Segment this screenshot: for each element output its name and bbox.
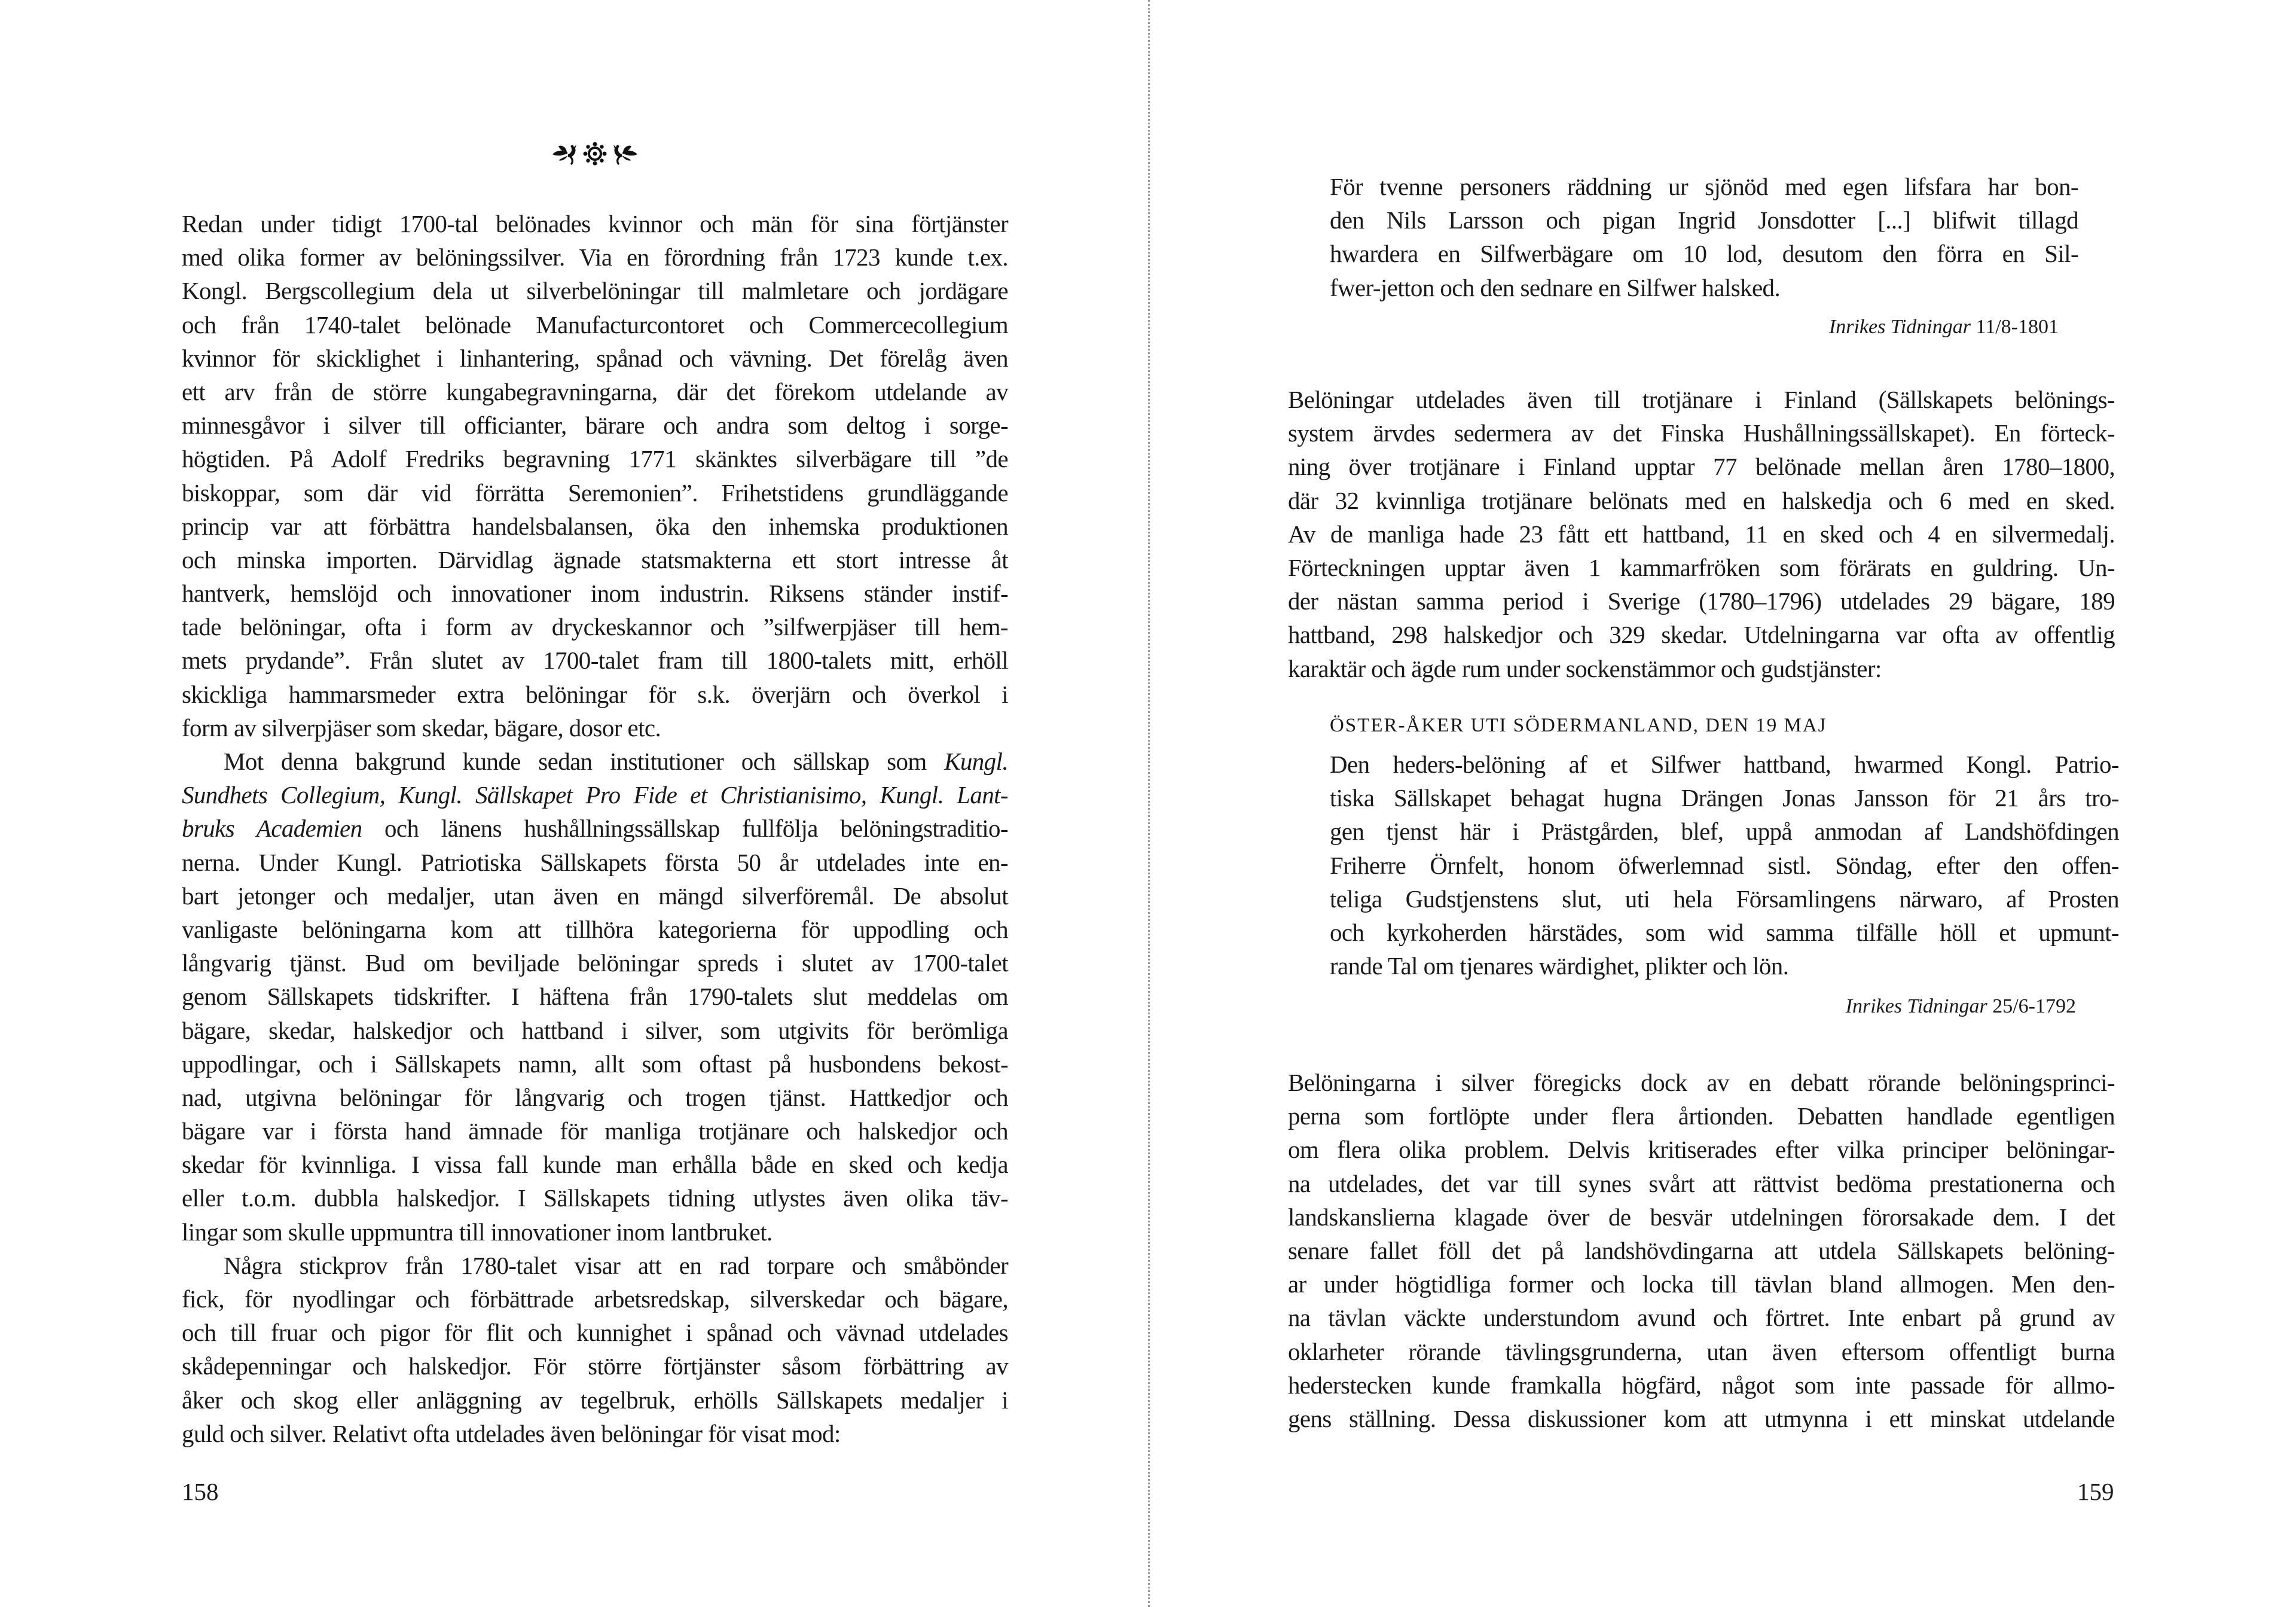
text-line: tiska Sällskapet behagat hugna Drängen Jonas Jansson för 21 års tro-: [1330, 784, 2119, 812]
text-line: gen tjenst här i Prästgården, blef, uppå anmodan af Landshöfdingen: [1330, 818, 2119, 846]
text-line: na utdelades, det var till synes svårt att rättvist bedöma prestationerna och: [1288, 1169, 2115, 1197]
text-line: nerna. Under Kungl. Patriotiska Sällskapets första 50 år utdelades inte en-: [182, 848, 1008, 876]
text-line: oklarheter rörande tävlingsgrunderna, utan även eftersom offentligt burna: [1288, 1337, 2115, 1365]
paragraph-institutions: [182, 745, 1008, 1249]
text-line: långvarig tjänst. Bud om beviljade belöningar spreds i slutet av 1700-talet: [182, 949, 1008, 977]
text-line: landskanslierna klagade över de besvär utdelningen förorsakade dem. I det: [1288, 1203, 2115, 1231]
text-line: tade belöningar, ofta i form av dryckeskannor och ”silfwerpjäser till hem-: [182, 613, 1008, 641]
text-line: den Nils Larsson och pigan Ingrid Jonsdotter [...] blifwit tillagd: [1330, 206, 2078, 234]
italic-title: Kungl.: [944, 748, 1008, 775]
citation-source: Inrikes Tidningar: [1845, 995, 1987, 1017]
text-line: der nästan samma period i Sverige (1780–1796) utdelades 29 bägare, 189: [1288, 587, 2115, 615]
text-line: hantverk, hemslöjd och innovationer inom industrin. Riksens ständer instif-: [182, 580, 1008, 608]
text-line: högtiden. På Adolf Fredriks begravning 1771 skänktes silverbägare till ”de: [182, 445, 1008, 473]
paragraph-finland: [1288, 383, 2115, 685]
italic-title: bruks Academien: [182, 815, 362, 843]
text-line: teliga Gudstjenstens slut, uti hela Församlingens närwaro, af Prosten: [1330, 885, 2119, 913]
text-line: guld och silver. Relativt ofta utdelades även belöningar för visat mod:: [182, 1419, 841, 1447]
citation-quote-rescue: [1829, 316, 2059, 339]
text-line: bart jetonger och medaljer, utan även en mängd silverföremål. De absolut: [182, 882, 1008, 910]
text-line: skedar för kvinnliga. I vissa fall kunde man erhålla både en sked och kedja: [182, 1151, 1008, 1179]
text-line: [182, 745, 1008, 778]
text-line: Friherre Örnfelt, honom öfwerlemnad sistl. Söndag, efter den offen-: [1330, 851, 2119, 879]
text-line: om flera olika problem. Delvis kritiserades efter vilka principer belöningar-: [1288, 1136, 2115, 1164]
text-line: genom Sällskapets tidskrifter. I häftena från 1790-talets slut meddelas om: [182, 983, 1008, 1011]
text-line: och till fruar och pigor för flit och kunnighet i spånad och vävnad utdelades: [182, 1319, 1008, 1347]
text-line: ar under högtidliga former och locka till tävlan bland allmogen. Men den-: [1288, 1270, 2115, 1298]
page-number-right: 159: [2077, 1478, 2114, 1505]
text-line: och kyrkoherden härstädes, som wid samma tilfälle höll et upmunt-: [1330, 918, 2119, 946]
text-line: perna som fortlöpte under flera årtionden. Debatten handlade egentligen: [1288, 1102, 2115, 1130]
text-line: uppodlingar, och i Sällskapets namn, allt som oftast på husbondens bekost-: [182, 1050, 1008, 1078]
floral-fleuron-icon: [550, 140, 640, 166]
text-line: Redan under tidigt 1700-tal belönades kvinnor och män för sina förtjänster: [182, 210, 1008, 237]
text-line: biskoppar, som där vid förrätta Seremonien”. Frihetstidens grundläggande: [182, 478, 1008, 507]
text-line: lingar som skulle uppmuntra till innovationer inom lantbruket.: [182, 1218, 773, 1246]
text-line: eller t.o.m. dubbla halskedjor. I Sällskapets tidning utlystes även olika täv-: [182, 1184, 1008, 1212]
citation-date: 11/8-1801: [1976, 316, 2059, 338]
page-gutter-divider: [1148, 0, 1150, 1607]
text-line: där 32 kvinnliga trotjänare belönats med en halskedja och 6 med en sked.: [1288, 486, 2115, 514]
italic-title: Sundhets Collegium, Kungl. Sällskapet Pro Fide et Christianisimo, Kungl. Lant-: [182, 781, 1008, 809]
text-line: [182, 812, 1008, 845]
text-line: [182, 778, 1008, 812]
text-line: och från 1740-talet belönade Manufacturcontoret och Commercecollegium: [182, 310, 1008, 339]
text-line: Belöningar utdelades även till trotjänare i Finland (Sällskapets belönings-: [1288, 386, 2115, 413]
text-line: Av de manliga hade 23 fått ett hattband, 11 en sked och 4 en silvermedalj.: [1288, 520, 2115, 548]
text-line: Förteckningen upptar även 1 kammarfröken som förärats en guldring. Un-: [1288, 553, 2115, 581]
text-line: vanligaste belöningarna kom att tillhöra kategorierna för uppodling och: [182, 915, 1008, 943]
text-line: För tvenne personers räddning ur sjönöd med egen lifsfara har bon-: [1330, 173, 2078, 200]
text-line: Kongl. Bergscollegium dela ut silverbelöningar till malmletare och jordägare: [182, 277, 1008, 305]
text-line: Belöningarna i silver föregicks dock av en debatt rörande belöningsprinci-: [1288, 1069, 2115, 1096]
text-run: Mot denna bakgrund kunde sedan institutioner och sällskap som: [224, 748, 945, 775]
text-line: nad, utgivna belöningar för långvarig och trogen tjänst. Hattkedjor och: [182, 1083, 1008, 1111]
text-line: senare fallet föll det på landshövdingarna att utdela Sällskapets belöning-: [1288, 1236, 2115, 1264]
text-line: mets prydande”. Från slutet av 1700-talet fram till 1800-talets mitt, erhöll: [182, 647, 1008, 675]
paragraph-samples: [182, 1249, 1008, 1450]
paragraph-intro: [182, 207, 1008, 745]
text-line: och minska importen. Därvidlag ägnade statsmakterna ett stort intresse åt: [182, 545, 1008, 574]
text-line: gens ställning. Dessa diskussioner kom att utmynna i ett minskat utdelande: [1288, 1404, 2115, 1432]
text-line: hattband, 298 halskedjor och 329 skedar. Utdelningarna var ofta av offentlig: [1288, 621, 2115, 649]
block-quote-hattband: [1330, 748, 2119, 983]
citation-source: Inrikes Tidningar: [1828, 316, 1971, 338]
text-line: bägare, skedar, halskedjor och hattband i silver, som utgivits för berömliga: [182, 1016, 1008, 1044]
left-page-body: [182, 207, 1008, 1450]
text-line: med olika former av belöningssilver. Via en förordning från 1723 kunde t.ex.: [182, 243, 1008, 272]
text-line: Den heders-belöning af et Silfwer hattband, hwarmed Kongl. Patrio-: [1330, 751, 2119, 778]
text-line: bägare var i första hand ämnade för manliga trotjänare och halskedjor och: [182, 1117, 1008, 1145]
text-line: form av silverpjäser som skedar, bägare, dosor etc.: [182, 713, 661, 742]
text-line: minnesgåvor i silver till officianter, bärare och andra som deltog i sorge-: [182, 411, 1008, 440]
text-line: rande Tal om tjenares wärdighet, plikter och lön.: [1330, 952, 1789, 980]
paragraph-debate: [1288, 1066, 2115, 1435]
text-line: princip var att förbättra handelsbalansen, öka den inhemska produktionen: [182, 512, 1008, 540]
text-line: skickliga hammarsmeder extra belöningar för s.k. överjärn och överkol i: [182, 680, 1008, 708]
text-line: ett arv från de större kungabegravningarna, där det förekom utdelande av: [182, 377, 1008, 405]
block-quote-rescue: [1330, 170, 2078, 304]
quote-heading-oster-aker: ÖSTER-ÅKER UTI SÖDERMANLAND, DEN 19 MAJ: [1330, 715, 1827, 736]
text-line: kvinnor för skicklighet i linhantering, spånad och vävning. Det förelåg även: [182, 344, 1008, 372]
text-line: fick, för nyodlingar och förbättrade arbetsredskap, silverskedar och bägare,: [182, 1285, 1008, 1313]
citation-quote-hattband: [1846, 995, 2076, 1018]
text-line: åker och skog eller anläggning av tegelbruk, erhölls Sällskapets medaljer i: [182, 1386, 1008, 1414]
text-line: Några stickprov från 1780-talet visar att en rad torpare och småbönder: [224, 1251, 1008, 1279]
citation-date: 25/6-1792: [1992, 995, 2076, 1017]
page-number-left: 158: [182, 1478, 219, 1505]
text-line: ning över trotjänare i Finland upptar 77 belönade mellan åren 1780–1800,: [1288, 453, 2115, 481]
text-run: och länens hushållningssällskap fullfölja belöningstraditio-: [362, 815, 1008, 843]
text-line: fwer-jetton och den sednare en Silfwer halsked.: [1330, 273, 1781, 301]
text-line: hwardera en Silfwerbägare om 10 lod, desutom den förra en Sil-: [1330, 240, 2078, 268]
text-line: na tävlan väckte understundom avund och förtret. Inte enbart på grund av: [1288, 1304, 2115, 1332]
text-line: system ärvdes sedermera av det Finska Hushållningssällskapet). En förteck-: [1288, 419, 2115, 447]
text-line: karaktär och ägde rum under sockenstämmor och gudstjänster:: [1288, 654, 1882, 682]
text-line: skådepenningar och halskedjor. För större förtjänster såsom förbättring av: [182, 1352, 1008, 1380]
text-line: hederstecken kunde framkalla högfärd, något som inte passade för allmo-: [1288, 1371, 2115, 1399]
